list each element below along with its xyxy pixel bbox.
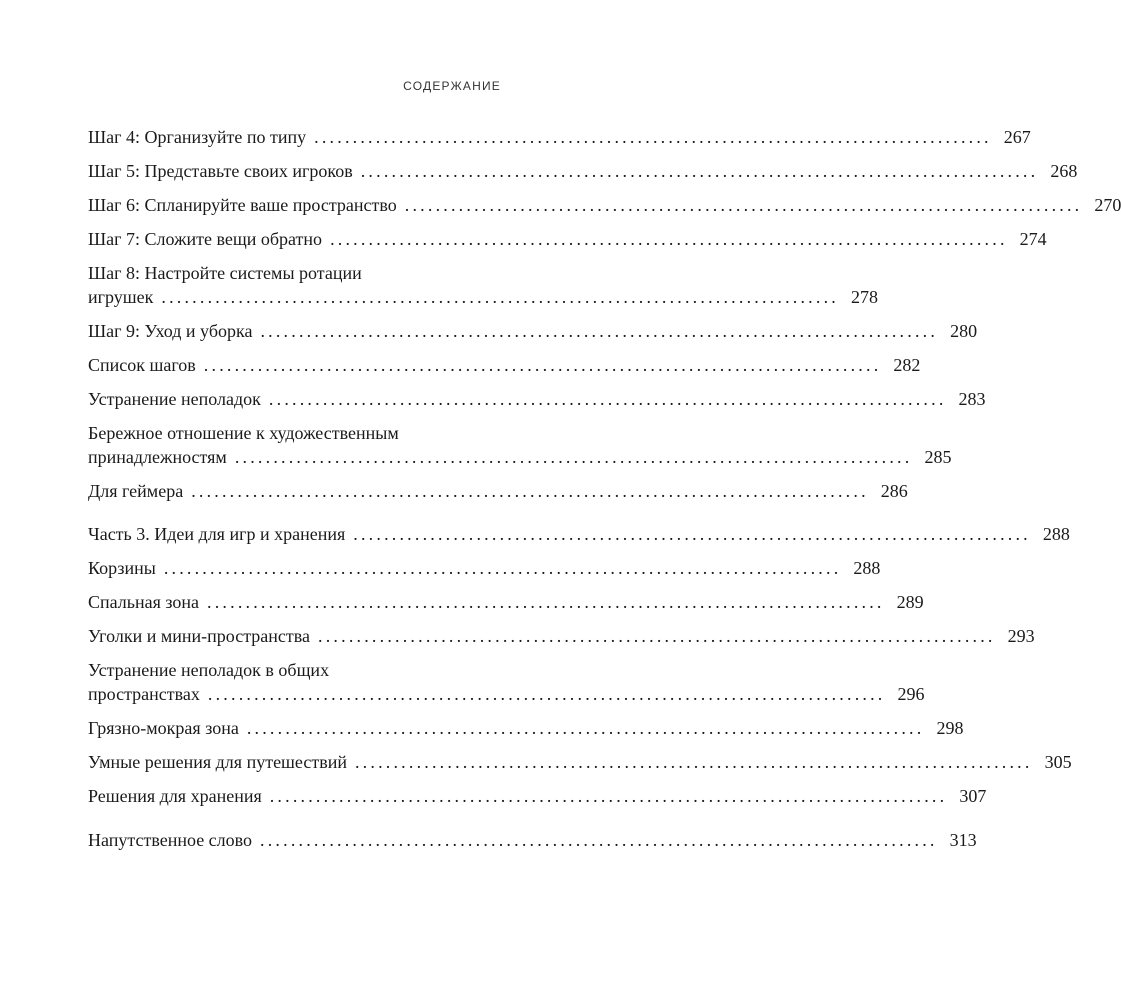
toc-page-number: 288 <box>853 558 881 578</box>
dot-leader: ........................................................................................ <box>191 481 869 501</box>
toc-entry[interactable] <box>88 658 925 706</box>
toc-entry-part[interactable] <box>88 522 1070 546</box>
toc-entry-title: игрушек <box>88 287 154 307</box>
dot-leader: ........................................................................................ <box>163 558 842 578</box>
toc-entry-title: Устранение неполадок <box>88 389 261 409</box>
toc-entry[interactable] <box>88 716 964 740</box>
toc-entry-title: Корзины <box>88 558 156 578</box>
toc-page-number: 296 <box>897 684 925 704</box>
dot-leader: ........................................................................................ <box>318 626 996 646</box>
toc-page-number: 313 <box>949 830 977 850</box>
toc-entry-title: пространствах <box>88 684 200 704</box>
toc-entry-title: Шаг 4: Организуйте по типу <box>88 127 307 147</box>
toc-entry[interactable] <box>88 319 978 343</box>
toc-page-number: 267 <box>1003 127 1031 147</box>
toc-page-number: 289 <box>896 592 924 612</box>
toc-entry-title: Уголки и мини-пространства <box>88 626 311 646</box>
toc-entry[interactable] <box>88 750 1072 774</box>
toc-page-number: 298 <box>936 718 964 738</box>
toc-entry[interactable] <box>88 193 1121 217</box>
running-head-title: СОДЕРЖАНИЕ <box>403 79 501 93</box>
dot-leader: ........................................................................................ <box>353 524 1031 544</box>
toc-page-number: 293 <box>1007 626 1035 646</box>
toc-entry[interactable] <box>88 590 924 614</box>
toc-page-number: 285 <box>924 447 952 467</box>
dot-leader: ........................................................................................ <box>354 752 1033 772</box>
toc-entry-title: Грязно-мокрая зона <box>88 718 239 738</box>
toc-entry[interactable] <box>88 261 878 309</box>
toc-page-number: 280 <box>950 321 978 341</box>
dot-leader: ........................................................................................ <box>268 389 947 409</box>
toc-entry-title: Спальная зона <box>88 592 200 612</box>
dot-leader: ........................................................................................ <box>360 161 1039 181</box>
toc-entry[interactable] <box>88 556 881 580</box>
dot-leader: ........................................................................................ <box>234 447 913 467</box>
toc-entry[interactable] <box>88 421 952 469</box>
dot-leader: ........................................................................................ <box>314 127 992 147</box>
toc-entry-final[interactable] <box>88 828 977 852</box>
toc-page-number: 274 <box>1019 229 1047 249</box>
toc-entry[interactable] <box>88 479 908 503</box>
toc-page-number: 278 <box>850 287 878 307</box>
dot-leader: ........................................................................................ <box>161 287 839 307</box>
toc-page-number: 305 <box>1044 752 1072 772</box>
toc-entry-title: Решения для хранения <box>88 786 262 806</box>
toc-entry[interactable] <box>88 353 921 377</box>
toc-entry-title: Шаг 6: Спланируйте ваше пространство <box>88 195 397 215</box>
dot-leader: ........................................................................................ <box>330 229 1008 249</box>
dot-leader: ........................................................................................ <box>269 786 948 806</box>
toc-entry-title-line1: Шаг 8: Настройте системы ротации <box>88 263 362 283</box>
dot-leader: ........................................................................................ <box>404 195 1083 215</box>
dot-leader: ........................................................................................ <box>260 321 939 341</box>
toc-entry[interactable] <box>88 387 986 411</box>
toc-entry[interactable] <box>88 784 987 808</box>
toc-page-number: 288 <box>1042 524 1070 544</box>
toc-entry[interactable] <box>88 227 1047 251</box>
toc-page-number: 282 <box>893 355 921 375</box>
toc-entry-title: Напутственное слово <box>88 830 253 850</box>
dot-leader: ........................................................................................ <box>260 830 938 850</box>
toc-page-number: 283 <box>958 389 986 409</box>
toc-entry-title: Шаг 9: Уход и уборка <box>88 321 253 341</box>
toc-entry-title: Шаг 7: Сложите вещи обратно <box>88 229 323 249</box>
toc-entry[interactable] <box>88 125 1031 149</box>
toc-page-number: 268 <box>1050 161 1078 181</box>
toc-entry[interactable] <box>88 624 1035 648</box>
toc-entry-title-line1: Бережное отношение к художественным <box>88 423 399 443</box>
dot-leader: ........................................................................................ <box>203 355 882 375</box>
toc-entry-title: Для геймера <box>88 481 184 501</box>
dot-leader: ........................................................................................ <box>207 592 885 612</box>
toc-entry-title: Умные решения для путешествий <box>88 752 347 772</box>
toc-entry-title: Шаг 5: Представьте своих игроков <box>88 161 353 181</box>
table-of-contents <box>88 125 1121 862</box>
toc-entry-title: Часть 3. Идеи для игр и хранения <box>88 524 346 544</box>
toc-entry-title-line1: Устранение неполадок в общих <box>88 660 330 680</box>
toc-page-number: 307 <box>959 786 987 806</box>
toc-page-number: 270 <box>1094 195 1121 215</box>
dot-leader: ........................................................................................ <box>246 718 925 738</box>
dot-leader: ........................................................................................ <box>207 684 886 704</box>
toc-page-number: 286 <box>880 481 908 501</box>
toc-entry-title: Список шагов <box>88 355 196 375</box>
toc-entry[interactable] <box>88 159 1078 183</box>
toc-entry-title: принадлежностям <box>88 447 227 467</box>
